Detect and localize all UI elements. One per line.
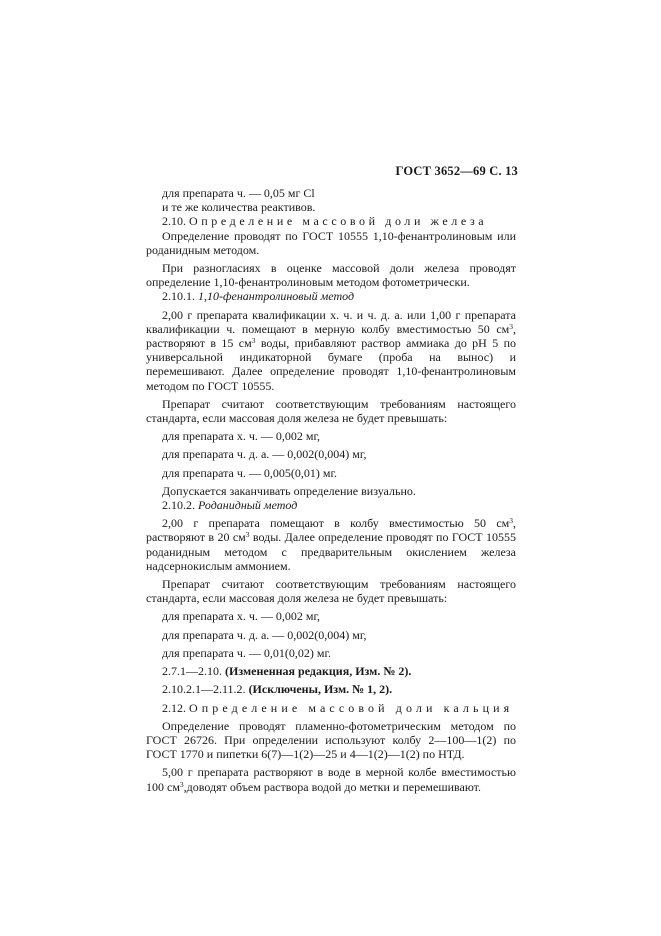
- change-note: [146, 664, 516, 678]
- paragraph: Допускается заканчивать определение визуально.: [162, 483, 416, 498]
- paragraph: [146, 516, 516, 573]
- paragraph: Определение проводят пламенно-фотометрическим методом по ГОСТ 26726. При определении используют колбу 2—100—1(2) по ГОСТ 1770 и пипетки 6(7)—1(2)—25 и 4—1(2)—1(2) по НТД.: [146, 718, 516, 762]
- superscript: 3: [509, 516, 513, 526]
- paragraph-text: воды, прибавляют раствор аммиака до pH 5 по универсальной индикаторной бумаге (проба на вынос) и перемешивают. Далее определение проводят 1,10-фенантролиновым методом по ГОСТ 10555.: [146, 336, 516, 393]
- limit-line: для препарата ч. д. а. — 0,002(0,004) мг,: [162, 447, 367, 462]
- limit-line: для препарата ч. д. а. — 0,002(0,004) мг,: [162, 627, 367, 642]
- paragraph-text: , растворяют в 15 см: [146, 321, 516, 351]
- paragraph: Определение проводят по ГОСТ 10555 1,10-фенантролиновым или роданидным методом.: [146, 228, 516, 257]
- superscript: 3: [245, 530, 250, 540]
- paragraph-text: 2,00 г препарата помещают в колбу вместимостью 50 см: [162, 516, 510, 531]
- section-title: Определение массовой доли железа: [189, 214, 488, 229]
- change-note-range: 2.7.1—2.10.: [162, 664, 222, 679]
- limit-line: для препарата х. ч. — 0,002 мг,: [162, 429, 321, 444]
- section-number: 2.10.: [162, 214, 186, 229]
- paragraph: [146, 308, 516, 393]
- paragraph-text: , растворяют в 20 см: [146, 516, 516, 545]
- page-header: ГОСТ 3652—69 С. 13: [395, 164, 518, 178]
- section-number: 2.10.1.: [162, 289, 195, 304]
- section-title: Роданидный метод: [198, 498, 298, 513]
- superscript: 3: [179, 779, 184, 789]
- limit-line: для препарата ч. — 0,005(0,01) мг.: [162, 465, 338, 480]
- section-heading-2-10-1: [146, 289, 516, 303]
- superscript: 3: [251, 336, 256, 346]
- section-heading-2-12: [146, 701, 516, 715]
- change-note: [146, 682, 516, 696]
- paragraph-text: ,доводят объем раствора водой до метки и перемешивают.: [183, 779, 481, 794]
- change-note-text: (Исключены, Изм. № 1, 2).: [248, 682, 393, 697]
- paragraph: При разногласиях в оценке массовой доли железа проводят определение 1,10-фенантролиновым методом фотометрически.: [146, 261, 516, 290]
- text-line: и те же количества реактивов.: [162, 200, 316, 215]
- limit-line: для препарата х. ч. — 0,002 мг,: [162, 609, 321, 624]
- section-title: 1,10-фенантролиновый метод: [198, 289, 355, 304]
- paragraph-text: 5,00 г препарата растворяют в воде в мерной колбе вместимостью 100 см: [146, 765, 516, 794]
- paragraph: Препарат считают соответствующим требованиям настоящего стандарта, если массовая доля железа не будет превышать:: [146, 396, 516, 426]
- text-line: для препарата ч. — 0,05 мг Cl: [162, 186, 315, 200]
- section-title: Определение массовой доли кальция: [189, 700, 514, 715]
- limit-line: для препарата ч. — 0,01(0,02) мг.: [162, 645, 332, 660]
- paragraph-text: 2,00 г препарата квалификации х. ч. и ч. д. а. или 1,00 г препарата квалификации ч. помещают в мерную колбу вместимостью 50 см: [146, 307, 516, 336]
- section-number: 2.10.2.: [162, 498, 195, 513]
- change-note-range: 2.10.2.1—2.11.2.: [162, 682, 246, 697]
- paragraph: [146, 765, 516, 793]
- paragraph-text: воды. Далее определение проводят по ГОСТ 10555 роданидным методом с предварительным окислением железа надсернокислым аммонием.: [146, 530, 516, 573]
- section-heading-2-10-2: [146, 498, 516, 512]
- section-number: 2.12.: [162, 700, 186, 715]
- document-body: [146, 186, 516, 794]
- section-heading-2-10: [146, 214, 516, 228]
- paragraph: Препарат считают соответствующим требованиям настоящего стандарта, если массовая доля железа не будет превышать:: [146, 577, 516, 606]
- change-note-text: (Измененная редакция, Изм. № 2).: [225, 664, 412, 679]
- superscript: 3: [509, 321, 513, 331]
